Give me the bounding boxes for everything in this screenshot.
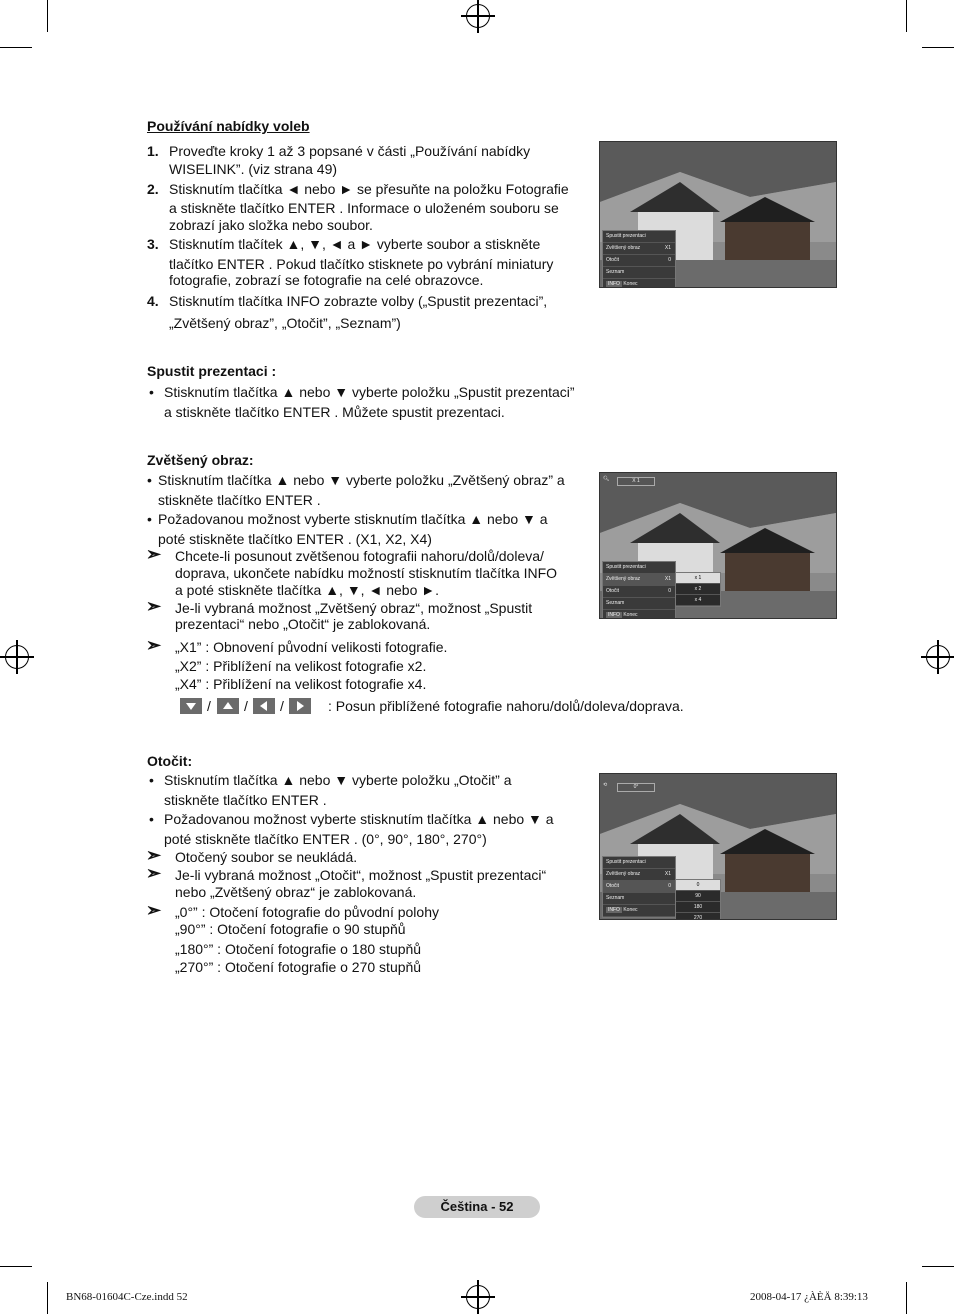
menu-item-value: 0	[668, 588, 671, 594]
down-arrow-button-icon	[180, 698, 202, 714]
zoom-option[interactable]: x 4	[676, 595, 720, 606]
step-text: „Zvětšený obraz”, „Otočit”, „Seznam”)	[169, 315, 401, 331]
note-text: Chcete-li posunout zvětšenou fotografii nahoru/dolů/doleva/	[175, 548, 544, 564]
bullet-icon: •	[147, 511, 152, 527]
rotate-option[interactable]: 180	[676, 902, 720, 913]
note-text: : Posun přiblížené fotografie nahoru/dolů/doleva/doprava.	[328, 698, 684, 714]
zoom-option[interactable]: x 2	[676, 584, 720, 595]
step-text: fotografie, zobrazí se fotografie na celé obrazovce.	[169, 272, 484, 288]
note-text: Je-li vybraná možnost „Otočit“, možnost „Spustit prezentaci“	[175, 867, 547, 883]
bullet-icon: •	[149, 772, 154, 788]
step-number: 4.	[147, 293, 159, 309]
note-pen-icon: ➣	[146, 863, 162, 883]
crop-mark	[922, 1266, 954, 1267]
menu-footer: INFO Konec	[603, 279, 675, 288]
options-menu	[602, 561, 676, 619]
bullet-text: poté stiskněte tlačítko ENTER . (0°, 90°, 180°, 270°)	[164, 831, 487, 847]
note-text: Otočený soubor se neukládá.	[175, 849, 358, 865]
note-text: „X2” : Přiblížení na velikost fotografie x2.	[175, 658, 427, 674]
menu-item-list[interactable]: Seznam	[603, 267, 675, 279]
note-text: „X4” : Přiblížení na velikost fotografie x4.	[175, 676, 427, 692]
note-text: „180°” : Otočení fotografie o 180 stupňů	[175, 941, 422, 957]
rotate-option[interactable]: 0	[676, 880, 720, 891]
bullet-icon: •	[149, 811, 154, 827]
menu-item-list[interactable]: Seznam	[603, 893, 675, 905]
crop-mark	[922, 47, 954, 48]
menu-item-slideshow[interactable]: Spustit prezentaci	[603, 231, 675, 243]
zoom-indicator-value: X 1	[617, 477, 655, 486]
rotate-indicator-value: 0°	[617, 783, 655, 792]
note-pen-icon: ➣	[146, 544, 162, 564]
bullet-text: stiskněte tlačítko ENTER .	[164, 792, 327, 808]
rotate-option[interactable]: 270	[676, 913, 720, 920]
rotate-option[interactable]: 90	[676, 891, 720, 902]
section-heading-rotate: Otočit:	[147, 753, 193, 769]
step-text: Proveďte kroky 1 až 3 popsané v části „Používání nabídky	[169, 143, 531, 159]
menu-item-rotate[interactable]: Otočit 0	[603, 255, 675, 267]
bullet-text: Požadovanou možnost vyberte stisknutím tlačítka ▲ nebo ▼ a	[164, 811, 554, 827]
step-text: Stisknutím tlačítka ◄ nebo ► se přesuňte na položku Fotografie	[169, 181, 569, 197]
step-number: 3.	[147, 236, 159, 252]
menu-item-list[interactable]: Seznam	[603, 598, 675, 610]
menu-item-rotate[interactable]: Otočit 0	[603, 586, 675, 598]
registration-mark-icon	[926, 645, 950, 669]
bullet-text: Požadovanou možnost vyberte stisknutím tlačítka ▲ nebo ▼ a	[158, 511, 548, 527]
note-text: „X1” : Obnovení původní velikosti fotografie.	[175, 639, 448, 655]
bullet-text: poté stiskněte tlačítko ENTER . (X1, X2, X4)	[158, 531, 432, 547]
menu-item-slideshow[interactable]: Spustit prezentaci	[603, 562, 675, 574]
separator: /	[280, 698, 284, 714]
zoom-option[interactable]: x 1	[676, 573, 720, 584]
crop-mark	[0, 47, 32, 48]
menu-item-value: X1	[664, 245, 671, 251]
note-text: nebo „Zvětšený obraz“ je zablokovaná.	[175, 884, 417, 900]
bullet-text: Stisknutím tlačítka ▲ nebo ▼ vyberte položku „Otočit” a	[164, 772, 512, 788]
menu-item-zoom[interactable]: Zvětšený obraz X1	[603, 243, 675, 255]
step-text: zobrazí jako složka nebo soubor.	[169, 217, 373, 233]
note-text: Je-li vybraná možnost „Zvětšený obraz“, možnost „Spustit	[175, 600, 533, 616]
zoom-indicator	[603, 476, 655, 485]
tv-screenshot-options-menu	[599, 141, 837, 288]
step-text: tlačítko ENTER . Pokud tlačítko stisknete po vybrání miniatury	[169, 256, 554, 272]
menu-item-rotate[interactable]: Otočit 0	[603, 881, 675, 893]
step-text: Stisknutím tlačítek ▲, ▼, ◄ a ► vyberte soubor a stiskněte	[169, 236, 541, 252]
note-text: „270°” : Otočení fotografie o 270 stupňů	[175, 959, 422, 975]
magnifier-icon: 🔍︎	[603, 476, 610, 482]
up-arrow-button-icon	[217, 698, 239, 714]
crop-mark	[0, 1266, 32, 1267]
step-text: a stiskněte tlačítko ENTER . Informace o uloženém souboru se	[169, 200, 559, 216]
registration-mark-icon	[5, 645, 29, 669]
bullet-text: stiskněte tlačítko ENTER .	[158, 492, 321, 508]
section-heading-menu-options: Používání nabídky voleb	[147, 118, 310, 134]
crop-mark	[906, 1282, 907, 1314]
separator: /	[244, 698, 248, 714]
note-pen-icon: ➣	[146, 635, 162, 655]
section-heading-zoom: Zvětšený obraz:	[147, 452, 254, 468]
note-pen-icon: ➣	[146, 596, 162, 616]
crop-mark	[47, 0, 48, 32]
section-heading-slideshow: Spustit prezentaci :	[147, 363, 277, 379]
bullet-text: Stisknutím tlačítka ▲ nebo ▼ vyberte položku „Spustit prezentaci”	[164, 384, 575, 400]
menu-item-value: 0	[668, 257, 671, 263]
rotate-icon: ⟲	[603, 782, 608, 788]
crop-mark	[906, 0, 907, 32]
step-number: 2.	[147, 181, 159, 197]
step-number: 1.	[147, 143, 159, 159]
options-menu	[602, 856, 676, 918]
right-arrow-button-icon	[289, 698, 311, 714]
rotate-indicator	[603, 782, 655, 791]
print-info-left: BN68-01604C-Cze.indd 52	[66, 1291, 188, 1303]
note-text: „90°” : Otočení fotografie o 90 stupňů	[175, 921, 406, 937]
note-text: prezentaci“ nebo „Otočit“ je zablokovaná.	[175, 616, 431, 632]
note-pen-icon: ➣	[146, 900, 162, 920]
rotate-options-submenu	[675, 879, 721, 920]
note-pen-icon: ➣	[146, 845, 162, 865]
step-text: Stisknutím tlačítka INFO zobrazte volby („Spustit prezentaci”,	[169, 293, 548, 309]
menu-footer: INFO Konec	[603, 610, 675, 619]
bullet-icon: •	[149, 384, 154, 400]
menu-item-value: X1	[664, 871, 671, 877]
note-text: doprava, ukončete nabídku možností stisknutím tlačítka INFO	[175, 565, 558, 581]
menu-item-value: X1	[664, 576, 671, 582]
page-number-label: Čeština - 52	[414, 1196, 540, 1218]
note-text: „0°” : Otočení fotografie do původní polohy	[175, 904, 439, 920]
print-info-right: 2008-04-17 ¿ÀÈÄ 8:39:13	[750, 1291, 868, 1303]
step-text: WISELINK”. (viz strana 49)	[169, 161, 338, 177]
note-text: a poté stiskněte tlačítka ▲, ▼, ◄ nebo ►.	[175, 582, 439, 598]
bullet-icon: •	[147, 472, 152, 488]
separator: /	[207, 698, 211, 714]
menu-item-zoom[interactable]: Zvětšený obraz X1	[603, 574, 675, 586]
tv-screenshot-rotate-menu	[599, 773, 837, 920]
registration-mark-icon	[466, 4, 490, 28]
tv-screenshot-zoom-menu	[599, 472, 837, 619]
crop-mark	[47, 1282, 48, 1314]
bullet-text: Stisknutím tlačítka ▲ nebo ▼ vyberte položku „Zvětšený obraz” a	[158, 472, 565, 488]
registration-mark-icon	[466, 1285, 490, 1309]
menu-item-slideshow[interactable]: Spustit prezentaci	[603, 857, 675, 869]
menu-item-zoom[interactable]: Zvětšený obraz X1	[603, 869, 675, 881]
bullet-text: a stiskněte tlačítko ENTER . Můžete spustit prezentaci.	[164, 404, 505, 420]
menu-item-value: 0	[668, 883, 671, 889]
left-arrow-button-icon	[253, 698, 275, 714]
zoom-options-submenu	[675, 572, 721, 607]
options-menu	[602, 230, 676, 288]
menu-footer: INFO Konec	[603, 905, 675, 917]
